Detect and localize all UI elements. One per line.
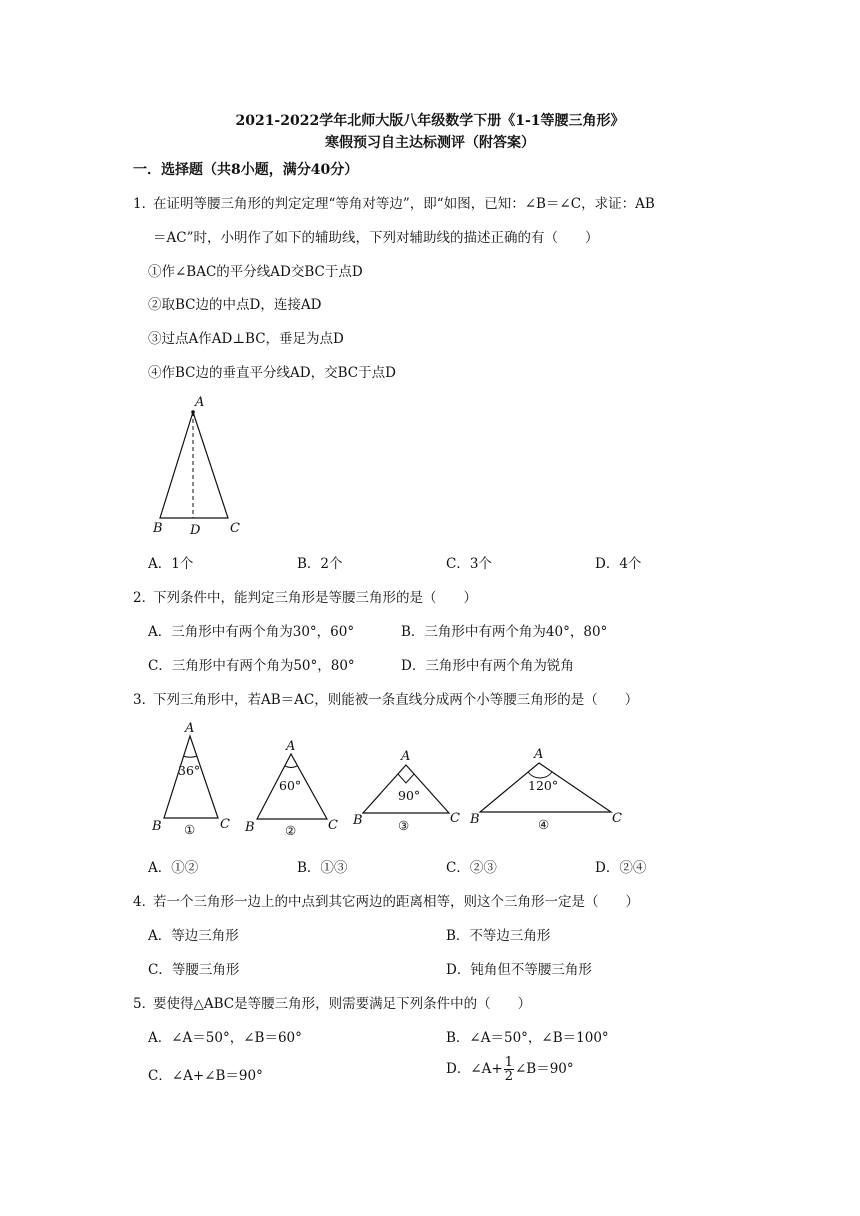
q3-fig4-label-a: A bbox=[534, 747, 544, 762]
document-title: 2021-2022学年北师大版八年级数学下册《1-1等腰三角形》 bbox=[235, 113, 625, 129]
q1-option-b: B．2个 bbox=[297, 556, 343, 572]
q3-fig1-angle: 36° bbox=[178, 763, 201, 778]
q3-fig1-label-a: A bbox=[185, 721, 195, 736]
q1-label-b: B bbox=[153, 521, 163, 536]
q1-stem-line2: ＝AC”时，小明作了如下的辅助线，下列对辅助线的描述正确的有（ ） bbox=[153, 230, 599, 246]
q4-number: 4． bbox=[133, 894, 156, 910]
q3-fig3-angle: 90° bbox=[398, 788, 421, 803]
q2-option-d: D．三角形中有两个角为锐角 bbox=[401, 658, 574, 674]
q3-stem: 下列三角形中，若AB＝AC，则能被一条直线分成两个小等腰三角形的是（ ） bbox=[153, 692, 639, 708]
q3-fig4-label-b: B bbox=[470, 812, 480, 827]
q5-number: 5． bbox=[133, 996, 156, 1012]
q4-option-a: A．等边三角形 bbox=[148, 928, 239, 944]
q1-option-a: A．1个 bbox=[148, 556, 194, 572]
q5-stem: 要使得△ABC是等腰三角形，则需要满足下列条件中的（ ） bbox=[153, 996, 532, 1012]
q1-stem-line1: 在证明等腰三角形的判定定理“等角对等边”，即“如图，已知：∠B＝∠C，求证：AB bbox=[153, 196, 655, 212]
q3-number: 3． bbox=[133, 692, 156, 708]
q1-label-a: A bbox=[195, 395, 205, 410]
q3-fig1-label-c: C bbox=[220, 817, 230, 832]
q2-number: 2． bbox=[133, 590, 156, 606]
q5-option-d bbox=[446, 1056, 574, 1083]
q5-option-a: A．∠A＝50°，∠B＝60° bbox=[148, 1030, 302, 1046]
q3-option-b: B．①③ bbox=[297, 860, 348, 876]
q3-fig2-angle: 60° bbox=[279, 778, 302, 793]
q2-option-c: C．三角形中有两个角为50°，80° bbox=[148, 658, 355, 674]
q4-option-d: D．钝角但不等腰三角形 bbox=[446, 962, 592, 978]
q1-item-3: ③过点A作AD⊥BC，垂足为点D bbox=[148, 331, 344, 347]
q2-option-a: A．三角形中有两个角为30°，60° bbox=[148, 624, 355, 640]
q3-fig2-label-b: B bbox=[245, 820, 255, 835]
q3-fig4-angle: 120° bbox=[528, 778, 559, 793]
q1-item-4: ④作BC边的垂直平分线AD，交BC于点D bbox=[148, 365, 396, 381]
fraction-numerator: 1 bbox=[504, 1055, 513, 1070]
fraction-denominator: 2 bbox=[504, 1069, 513, 1084]
q1-triangle-abc bbox=[160, 412, 228, 518]
q3-figure-1 bbox=[148, 718, 248, 840]
q1-option-c: C．3个 bbox=[446, 556, 492, 572]
q3-fig3-number: ③ bbox=[398, 818, 410, 833]
q5-option-d-suffix: ∠B＝90° bbox=[514, 1061, 574, 1077]
q1-item-2: ②取BC边的中点D，连接AD bbox=[148, 297, 322, 313]
q5-option-c: C．∠A+∠B＝90° bbox=[148, 1068, 263, 1084]
q4-stem: 若一个三角形一边上的中点到其它两边的距离相等，则这个三角形一定是（ ） bbox=[153, 894, 639, 910]
q3-fig2-number: ② bbox=[285, 823, 297, 838]
document-subtitle: 寒假预习自主达标测评（附答案） bbox=[325, 135, 535, 151]
q5-option-d-fraction bbox=[504, 1056, 514, 1083]
q3-option-a: A．①② bbox=[148, 860, 199, 876]
q4-option-c: C．等腰三角形 bbox=[148, 962, 240, 978]
q1-number: 1． bbox=[133, 196, 156, 212]
q1-label-c: C bbox=[230, 521, 240, 536]
q3-figure-4 bbox=[468, 718, 628, 840]
q5-option-b: B．∠A＝50°，∠B＝100° bbox=[446, 1030, 609, 1046]
q3-fig2-label-c: C bbox=[328, 818, 338, 833]
q3-fig3-label-b: B bbox=[353, 813, 363, 828]
q4-option-b: B．不等边三角形 bbox=[446, 928, 551, 944]
q1-item-1: ①作∠BAC的平分线AD交BC于点D bbox=[148, 264, 363, 280]
q3-fig3-label-c: C bbox=[450, 811, 460, 826]
q1-label-d: D bbox=[190, 523, 201, 538]
q1-triangle-figure bbox=[145, 390, 255, 540]
q2-stem: 下列条件中，能判定三角形是等腰三角形的是（ ） bbox=[153, 590, 477, 606]
q3-fig3-label-a: A bbox=[401, 749, 411, 764]
q3-fig1-number: ① bbox=[184, 822, 196, 837]
q1-option-d: D．4个 bbox=[595, 556, 642, 572]
q3-option-d: D．②④ bbox=[595, 860, 647, 876]
q3-figure-3 bbox=[350, 718, 470, 840]
q2-option-b: B．三角形中有两个角为40°，80° bbox=[401, 624, 608, 640]
section-heading: 一．选择题（共8小题，满分40分） bbox=[133, 162, 359, 178]
q3-option-c: C．②③ bbox=[446, 860, 497, 876]
q3-figure-2 bbox=[245, 718, 345, 840]
q3-fig4-label-c: C bbox=[612, 811, 622, 826]
q3-fig4-number: ④ bbox=[538, 817, 550, 832]
q3-fig1-label-b: B bbox=[152, 819, 162, 834]
q3-fig2-label-a: A bbox=[286, 739, 296, 754]
q5-option-d-prefix: D．∠A+ bbox=[446, 1061, 503, 1077]
